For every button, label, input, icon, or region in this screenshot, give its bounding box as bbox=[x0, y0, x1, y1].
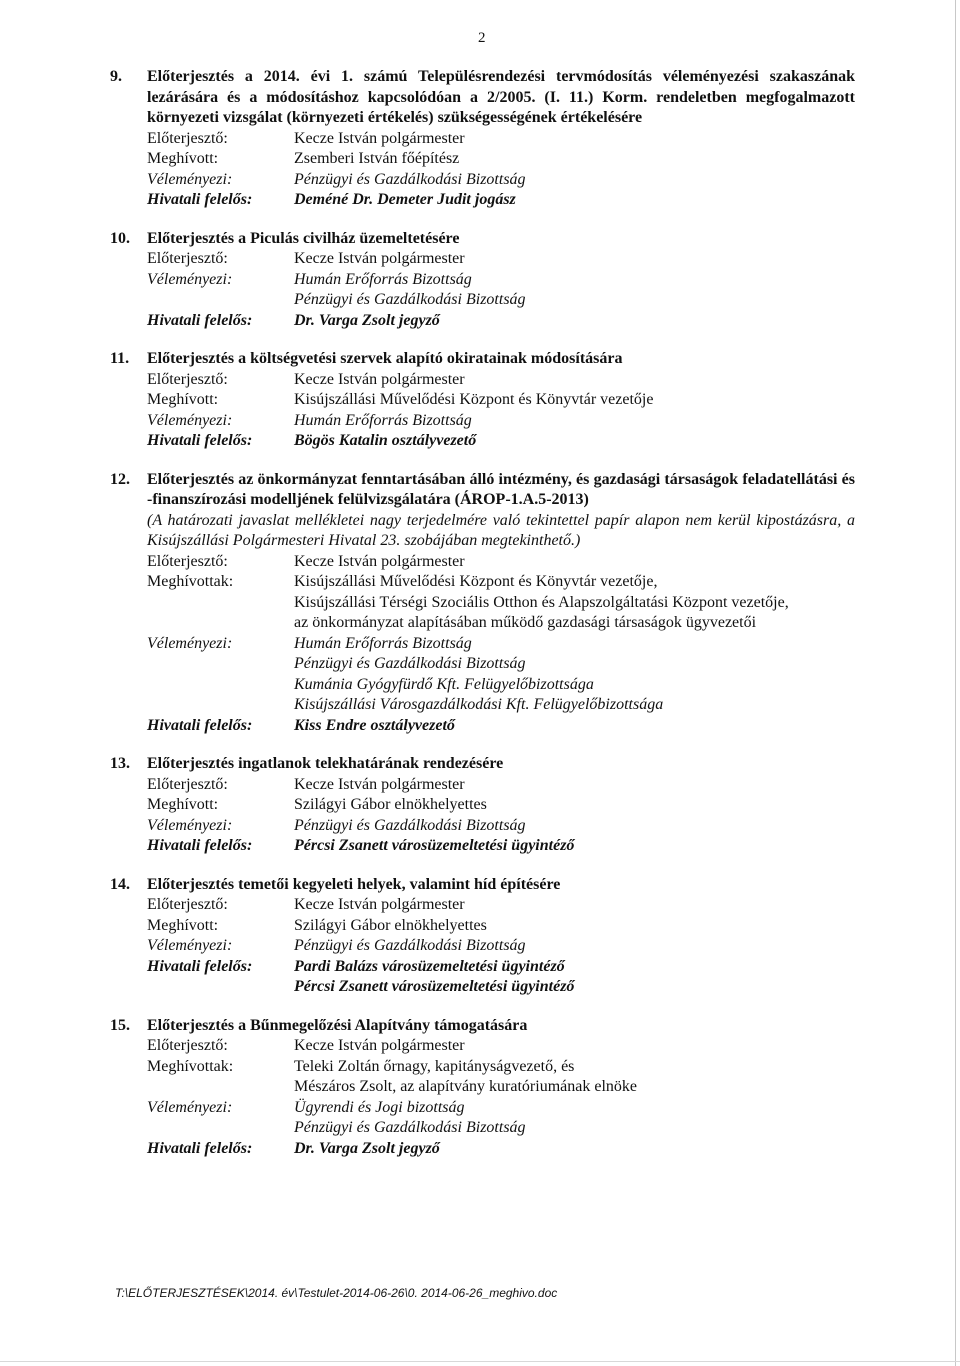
row-label: Meghívottak: bbox=[147, 1057, 234, 1075]
item-row bbox=[147, 290, 855, 311]
item-row bbox=[147, 695, 855, 716]
item-row bbox=[147, 957, 855, 978]
row-label: Előterjesztő: bbox=[147, 1037, 228, 1054]
item-row bbox=[147, 895, 855, 916]
item-row bbox=[147, 613, 855, 634]
row-label: Hivatali felelős: bbox=[147, 311, 253, 329]
row-label bbox=[147, 593, 294, 614]
agenda-item bbox=[110, 875, 855, 998]
item-title: Előterjesztés a költségvetési szervek alapító okiratainak módosítására bbox=[147, 350, 623, 367]
row-value: Pénzügyi és Gazdálkodási Bizottság bbox=[294, 170, 526, 188]
row-value: Pércsi Zsanett városüzemeltetési ügyintéző bbox=[294, 978, 575, 995]
agenda-item bbox=[110, 754, 855, 857]
row-label: Véleményezi: bbox=[147, 270, 233, 288]
row-label: Előterjesztő: bbox=[147, 775, 228, 793]
item-number: 15. bbox=[110, 1016, 130, 1034]
row-value: Pardi Balázs városüzemeltetési ügyintéző bbox=[294, 957, 565, 975]
row-value: Humán Erőforrás Bizottság bbox=[294, 411, 472, 429]
item-number: 10. bbox=[110, 229, 130, 247]
row-value: Zsemberi István főépítész bbox=[294, 150, 460, 167]
row-label: Meghívottak: bbox=[147, 573, 234, 590]
scan-edge-bottom bbox=[0, 1361, 960, 1362]
footer-file-path: T:\ELŐTERJESZTÉSEK\2014. év\Testulet-2014-06-26\0. 2014-06-26_meghivo.doc bbox=[115, 1286, 558, 1300]
row-value: Kecze István polgármester bbox=[294, 552, 465, 570]
row-label: Véleményezi: bbox=[147, 170, 233, 188]
row-value: Kecze István polgármester bbox=[294, 1037, 465, 1054]
item-row bbox=[147, 1139, 855, 1160]
item-row bbox=[147, 572, 855, 593]
row-value: Pénzügyi és Gazdálkodási Bizottság bbox=[294, 1119, 526, 1136]
row-value: Kecze István polgármester bbox=[294, 370, 465, 388]
row-value: Teleki Zoltán őrnagy, kapitányságvezető, és bbox=[294, 1057, 575, 1075]
agenda-item bbox=[110, 470, 855, 737]
item-row bbox=[147, 1057, 855, 1078]
row-label bbox=[147, 1077, 294, 1098]
row-value: Pénzügyi és Gazdálkodási Bizottság bbox=[294, 655, 526, 672]
row-value: Szilágyi Gábor elnökhelyettes bbox=[294, 796, 487, 813]
item-row bbox=[147, 190, 855, 211]
row-value: Ügyrendi és Jogi bizottság bbox=[294, 1098, 465, 1116]
item-row bbox=[147, 170, 855, 191]
agenda-item bbox=[110, 67, 855, 211]
row-label: Hivatali felelős: bbox=[147, 716, 253, 734]
row-value: Kiss Endre osztályvezető bbox=[294, 716, 455, 734]
row-label: Hivatali felelős: bbox=[147, 432, 253, 449]
row-value: Kisújszállási Művelődési Központ és Könyvtár vezetője bbox=[294, 391, 654, 408]
agenda-list bbox=[110, 67, 855, 1177]
item-title: Előterjesztés az önkormányzat fenntartásában álló intézmény, és gazdasági társaságok feladatellátási és -finanszírozási modelljének felülvizsgálatára (ÁROP-1.A.5-2013) bbox=[147, 470, 855, 508]
row-label: Meghívott: bbox=[147, 916, 219, 934]
item-number: 9. bbox=[110, 68, 122, 85]
item-row bbox=[147, 634, 855, 655]
item-row bbox=[147, 716, 855, 737]
item-row bbox=[147, 129, 855, 150]
item-row bbox=[147, 593, 855, 614]
item-title: Előterjesztés a Bűnmegelőzési Alapítvány támogatására bbox=[147, 1016, 528, 1034]
row-value: Kisújszállási Városgazdálkodási Kft. Felügyelőbizottsága bbox=[294, 696, 664, 713]
item-note: (A határozati javaslat mellékletei nagy terjedelmére való tekintettel papír alapon nem kerül kipostázásra, a Kisújszállási Polgármesteri Hivatal 23. szobájában megtekinthető.) bbox=[147, 511, 855, 549]
item-row bbox=[147, 370, 855, 391]
item-row bbox=[147, 249, 855, 270]
item-row bbox=[147, 431, 855, 452]
row-label: Hivatali felelős: bbox=[147, 191, 253, 208]
row-label: Előterjesztő: bbox=[147, 896, 228, 913]
row-label: Hivatali felelős: bbox=[147, 1139, 253, 1157]
item-row bbox=[147, 149, 855, 170]
row-label: Véleményezi: bbox=[147, 816, 233, 834]
item-row bbox=[147, 977, 855, 998]
row-value: Szilágyi Gábor elnökhelyettes bbox=[294, 916, 487, 934]
row-label bbox=[147, 695, 294, 716]
item-row bbox=[147, 1077, 855, 1098]
agenda-item bbox=[110, 229, 855, 332]
item-row bbox=[147, 1098, 855, 1119]
item-title: Előterjesztés a 2014. évi 1. számú Településrendezési tervmódosítás véleményezési szakaszának lezárására és a módosításhoz kapcsolódóan a 2/2005. (I. 11.) Korm. rendeletben megfogalmazott környezeti vizsgálat (környezeti értékelés) szükségességének értékelésére bbox=[147, 68, 855, 126]
row-label: Előterjesztő: bbox=[147, 250, 228, 267]
row-value: Humán Erőforrás Bizottság bbox=[294, 270, 472, 288]
item-row bbox=[147, 816, 855, 837]
row-value: Kisújszállási Térségi Szociális Otthon és Alapszolgáltatási Központ vezetője, bbox=[294, 593, 789, 611]
agenda-item bbox=[110, 349, 855, 452]
row-value: Mészáros Zsolt, az alapítvány kuratóriumának elnöke bbox=[294, 1078, 637, 1095]
row-value: Pénzügyi és Gazdálkodási Bizottság bbox=[294, 291, 526, 308]
item-row bbox=[147, 390, 855, 411]
row-label: Előterjesztő: bbox=[147, 129, 228, 147]
item-number: 14. bbox=[110, 875, 130, 893]
row-value: Bögös Katalin osztályvezető bbox=[294, 432, 477, 449]
row-label: Véleményezi: bbox=[147, 937, 233, 954]
agenda-item bbox=[110, 1016, 855, 1160]
row-value: az önkormányzat alapításában működő gazdasági társaságok ügyvezetői bbox=[294, 614, 757, 631]
scan-edge-right bbox=[955, 0, 956, 1366]
page-number: 2 bbox=[478, 30, 486, 46]
item-title: Előterjesztés ingatlanok telekhatárának rendezésére bbox=[147, 755, 504, 772]
row-label: Hivatali felelős: bbox=[147, 957, 253, 975]
item-row bbox=[147, 775, 855, 796]
row-value: Kecze István polgármester bbox=[294, 250, 465, 267]
row-label bbox=[147, 290, 294, 311]
item-row bbox=[147, 675, 855, 696]
item-row bbox=[147, 836, 855, 857]
row-label bbox=[147, 977, 294, 998]
row-value: Kecze István polgármester bbox=[294, 896, 465, 913]
item-row bbox=[147, 654, 855, 675]
item-row bbox=[147, 916, 855, 937]
row-value: Kecze István polgármester bbox=[294, 129, 465, 147]
row-label: Meghívott: bbox=[147, 391, 219, 408]
item-row bbox=[147, 1036, 855, 1057]
row-value: Dr. Varga Zsolt jegyző bbox=[294, 1139, 440, 1157]
row-label: Meghívott: bbox=[147, 796, 219, 813]
row-value: Pénzügyi és Gazdálkodási Bizottság bbox=[294, 937, 526, 954]
row-label bbox=[147, 1118, 294, 1139]
item-row bbox=[147, 1118, 855, 1139]
row-label: Véleményezi: bbox=[147, 411, 233, 429]
row-label bbox=[147, 675, 294, 696]
row-value: Humán Erőforrás Bizottság bbox=[294, 634, 472, 652]
row-label: Meghívott: bbox=[147, 150, 219, 167]
item-row bbox=[147, 795, 855, 816]
row-label: Hivatali felelős: bbox=[147, 837, 253, 854]
item-title: Előterjesztés a Piculás civilház üzemeltetésére bbox=[147, 229, 460, 247]
row-label bbox=[147, 613, 294, 634]
row-value: Dr. Varga Zsolt jegyző bbox=[294, 311, 440, 329]
item-number: 13. bbox=[110, 755, 130, 772]
row-value: Kecze István polgármester bbox=[294, 775, 465, 793]
item-row bbox=[147, 552, 855, 573]
row-value: Pénzügyi és Gazdálkodási Bizottság bbox=[294, 816, 526, 834]
row-label: Véleményezi: bbox=[147, 634, 233, 652]
row-label: Előterjesztő: bbox=[147, 370, 228, 388]
row-value: Kumánia Gyógyfürdő Kft. Felügyelőbizottsága bbox=[294, 675, 594, 693]
item-row bbox=[147, 411, 855, 432]
item-row bbox=[147, 936, 855, 957]
row-value: Kisújszállási Művelődési Központ és Könyvtár vezetője, bbox=[294, 573, 658, 590]
item-number: 12. bbox=[110, 470, 130, 488]
row-value: Pércsi Zsanett városüzemeltetési ügyintéző bbox=[294, 837, 575, 854]
item-row bbox=[147, 270, 855, 291]
row-value: Deméné Dr. Demeter Judit jogász bbox=[294, 191, 516, 208]
item-title: Előterjesztés temetői kegyeleti helyek, valamint híd építésére bbox=[147, 875, 561, 893]
row-label: Előterjesztő: bbox=[147, 552, 228, 570]
item-row bbox=[147, 311, 855, 332]
item-number: 11. bbox=[110, 350, 130, 367]
row-label: Véleményezi: bbox=[147, 1098, 233, 1116]
row-label bbox=[147, 654, 294, 675]
